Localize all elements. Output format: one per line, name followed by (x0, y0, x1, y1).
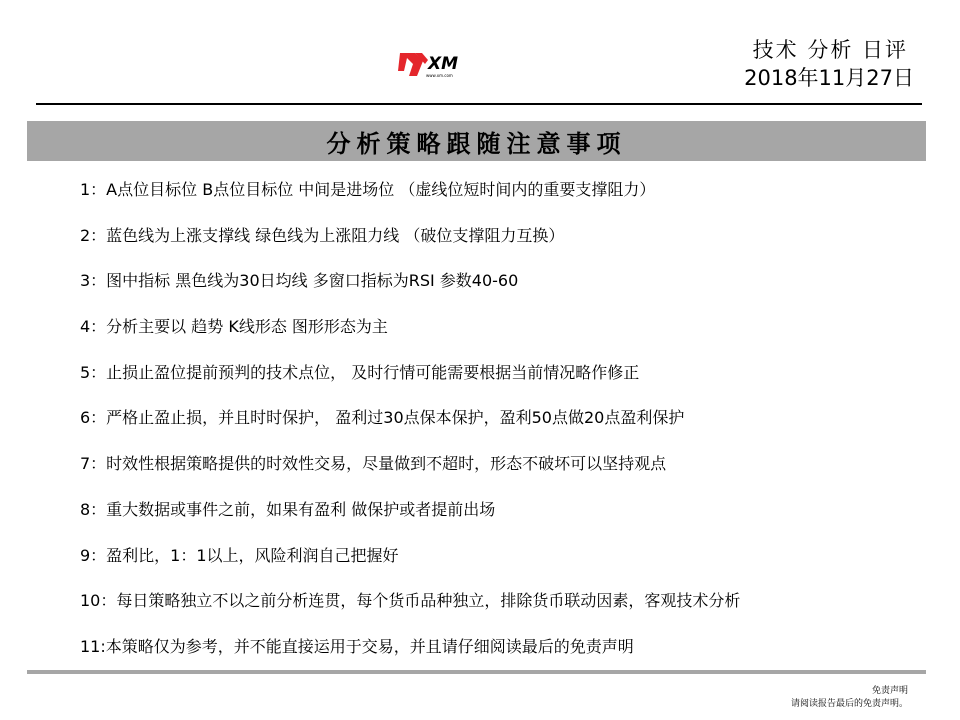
logo-subtext: www.xm.com (426, 73, 453, 78)
page-title: 分析策略跟随注意事项 (326, 129, 627, 158)
disclaimer-title: 免责声明 (871, 686, 908, 696)
note-item-6: 6：严格止盈止损，并且时时保护， 盈利过30点保本保护，盈利50点做20点盈利保护 (80, 408, 685, 428)
note-item-10: 10：每日策略独立不以之前分析连贯，每个货币品种独立，排除货币联动因素，客观技术分析 (80, 591, 741, 611)
xm-logo (398, 49, 478, 79)
report-type: 技术 分析 日评 (752, 38, 908, 62)
footer-divider (27, 670, 926, 674)
note-item-9: 9：盈利比，1：1以上，风险利润自己把握好 (80, 545, 399, 565)
notes-list (80, 176, 940, 679)
xm-logo-mark (398, 49, 478, 79)
title-bar (27, 121, 926, 161)
note-item-4: 4：分析主要以 趋势 K线形态 图形形态为主 (80, 317, 388, 337)
disclaimer-text: 请阅读报告最后的免责声明。 (790, 699, 908, 709)
note-item-7: 7：时效性根据策略提供的时效性交易，尽量做到不超时，形态不破坏可以坚持观点 (80, 454, 667, 474)
logo-text: XM (428, 54, 459, 74)
note-item-8: 8：重大数据或事件之前，如果有盈利 做保护或者提前出场 (80, 499, 496, 519)
note-item-11: 11:本策略仅为参考，并不能直接运用于交易，并且请仔细阅读最后的免责声明 (80, 636, 634, 656)
note-item-1: 1：A点位目标位 B点位目标位 中间是进场位 （虚线位短时间内的重要支撑阻力） (80, 180, 656, 199)
header-divider (36, 103, 922, 105)
report-date: 2018年11月27日 (744, 66, 914, 90)
note-item-3: 3：图中指标 黑色线为30日均线 多窗口指标为RSI 参数40-60 (80, 271, 519, 291)
note-item-2: 2：蓝色线为上涨支撑线 绿色线为上涨阻力线 （破位支撑阻力互换） (80, 225, 565, 245)
note-item-5: 5：止损止盈位提前预判的技术点位， 及时行情可能需要根据当前情况略作修正 (80, 362, 640, 382)
